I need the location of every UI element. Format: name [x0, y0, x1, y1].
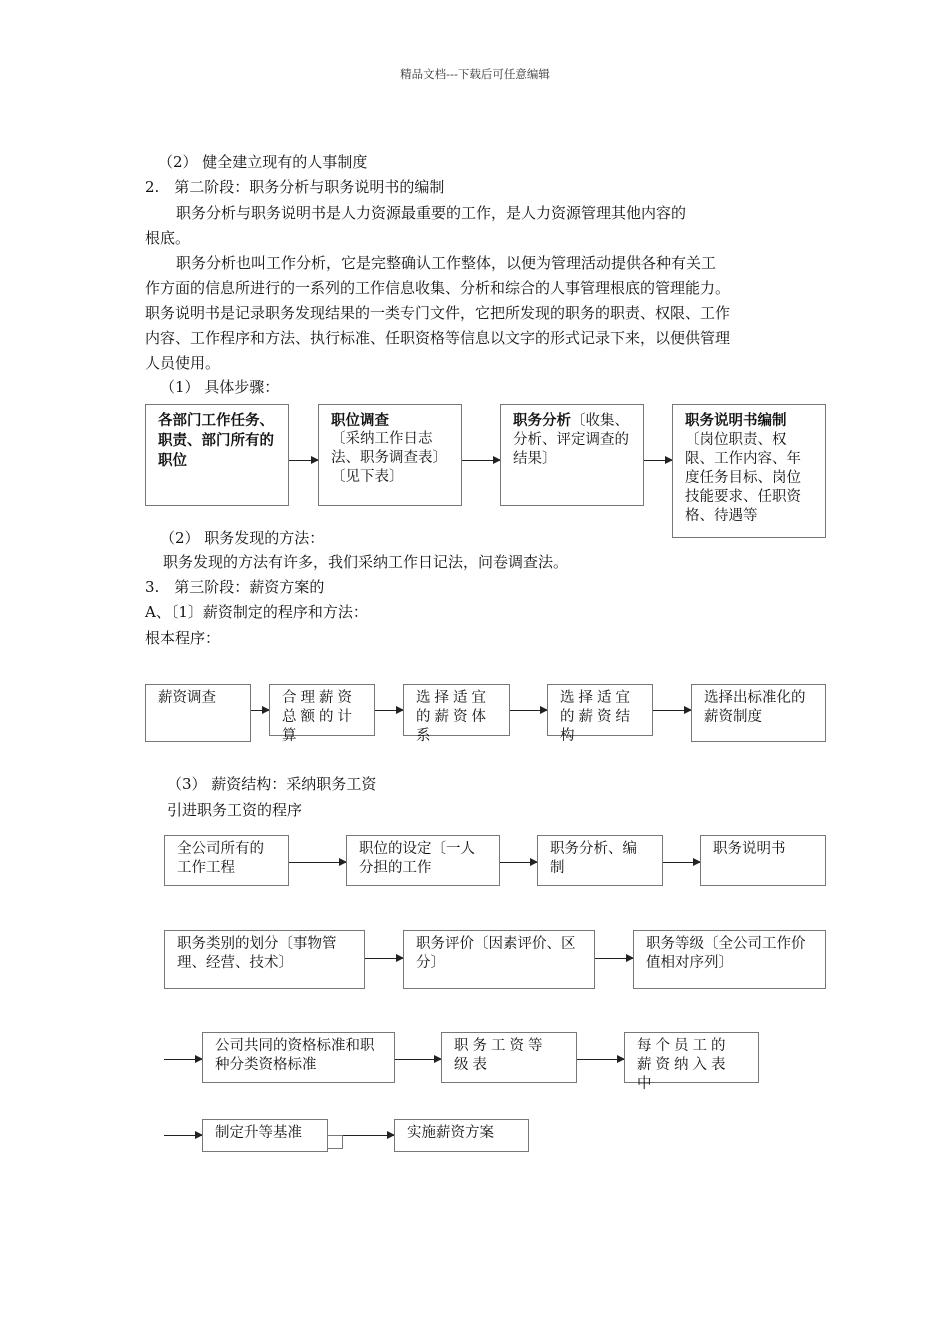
- subheading: A、〔1〕薪资制定的程序和方法：: [145, 603, 368, 621]
- flow3-r1-box2: 职位的设定〔一人分担的工作: [346, 835, 500, 886]
- arrow: [395, 1059, 441, 1060]
- flow1-box2: [318, 404, 462, 506]
- flow3-r4-box2: 实施薪资方案: [394, 1119, 529, 1152]
- arrow: [375, 710, 403, 711]
- arrow: [595, 958, 633, 959]
- paragraph-line: 职务分析与职务说明书是人力资源最重要的工作，是人力资源管理其他内容的: [176, 204, 687, 222]
- flow1-box3: [500, 404, 644, 506]
- connector-square: [327, 1135, 343, 1149]
- flow1-box4: [672, 404, 826, 538]
- arrow: [365, 958, 403, 959]
- arrow: [164, 1059, 202, 1060]
- paragraph-line: 作方面的信息所进行的一系列的工作信息收集、分析和综合的人事管理根底的管理能力。: [145, 279, 731, 297]
- flow3-r1-box3: 职务分析、编制: [537, 835, 663, 886]
- flow3-r3-box1: 公司共同的资格标准和职种分类资格标准: [202, 1032, 395, 1083]
- arrow: [343, 1135, 394, 1136]
- flow1-box2-title: 职位调查: [331, 412, 389, 429]
- arrow: [289, 460, 318, 461]
- paragraph-line: 内容、工作程序和方法、执行标准、任职资格等信息以文字的形式记录下来，以便供管理: [145, 329, 731, 347]
- paragraph-line: 根底。: [145, 229, 191, 247]
- paragraph-line: 人员使用。: [145, 354, 221, 372]
- flow3-r2-box3: 职务等级〔全公司工作价值相对序列〕: [633, 930, 826, 989]
- subheading: 根本程序：: [145, 629, 221, 647]
- arrow: [663, 862, 700, 863]
- flow2-box1: 薪资调查: [145, 684, 251, 742]
- flow1-box2-text: 〔采纳工作日志法、职务调查表〕〔见下表〕: [331, 431, 447, 485]
- flow2-box4: 选择适宜的薪资结构: [547, 684, 653, 736]
- paragraph-line: 职务分析也叫工作分析，它是完整确认工作整体，以便为管理活动提供各种有关工: [176, 254, 717, 272]
- flow3-r2-box2: 职务评价〔因素评价、区分〕: [403, 930, 595, 989]
- flow1-box1-label: 各部门工作任务、职责、部门所有的职位: [158, 412, 274, 469]
- section-heading: 2. 第二阶段：职务分析与职务说明书的编制: [145, 178, 445, 196]
- flow1-box4-text: 〔岗位职责、权限、工作内容、年度任务目标、岗位技能要求、任职资格、待遇等: [685, 432, 801, 524]
- flow3-r3-box2: 职务工资等级表: [441, 1032, 577, 1083]
- flow3-r3-box3: 每个员工的薪资纳入表中: [624, 1032, 759, 1083]
- arrow: [653, 710, 691, 711]
- subheading: （3） 薪资结构：采纳职务工资: [167, 775, 377, 793]
- flow1-box3-title: 职务分析: [513, 412, 571, 429]
- section-heading: 3. 第三阶段：薪资方案的: [145, 578, 325, 596]
- arrow: [577, 1059, 624, 1060]
- arrow: [500, 862, 537, 863]
- arrow: [251, 710, 269, 711]
- flow3-r1-box4: 职务说明书: [700, 835, 826, 886]
- flow3-r2-box1: 职务类别的划分〔事物管理、经营、技术〕: [164, 930, 365, 989]
- flow2-box5: 选择出标准化的薪资制度: [691, 684, 826, 742]
- flow3-r1-box1: 全公司所有的工作工程: [164, 835, 289, 886]
- flow3-r4-box1: 制定升等基准: [202, 1119, 328, 1152]
- flow1-box3-text: 〔收集、分析、评定调查的结果〕: [513, 413, 629, 467]
- flow1-box1: [145, 404, 289, 506]
- text-line: （2） 健全建立现有的人事制度: [158, 153, 368, 171]
- paragraph-line: 职务说明书是记录职务发现结果的一类专门文件，它把所发现的职务的职责、权限、工作: [145, 304, 731, 322]
- arrow: [164, 1135, 202, 1136]
- subheading: 引进职务工资的程序: [167, 801, 303, 819]
- arrow: [289, 862, 346, 863]
- page-header: 精品文档---下载后可任意编辑: [400, 67, 550, 81]
- subheading: （1） 具体步骤：: [160, 378, 280, 396]
- flow2-box3: 选择适宜的薪资体系: [403, 684, 510, 736]
- subheading: （2） 职务发现的方法：: [160, 529, 325, 547]
- arrow: [644, 460, 672, 461]
- arrow: [462, 460, 500, 461]
- paragraph-line: 职务发现的方法有许多，我们采纳工作日记法，问卷调查法。: [163, 553, 569, 571]
- arrow: [510, 710, 547, 711]
- flow1-box4-title: 职务说明书编制: [685, 412, 787, 429]
- flow2-box2: 合理薪资总额的计算: [269, 684, 375, 736]
